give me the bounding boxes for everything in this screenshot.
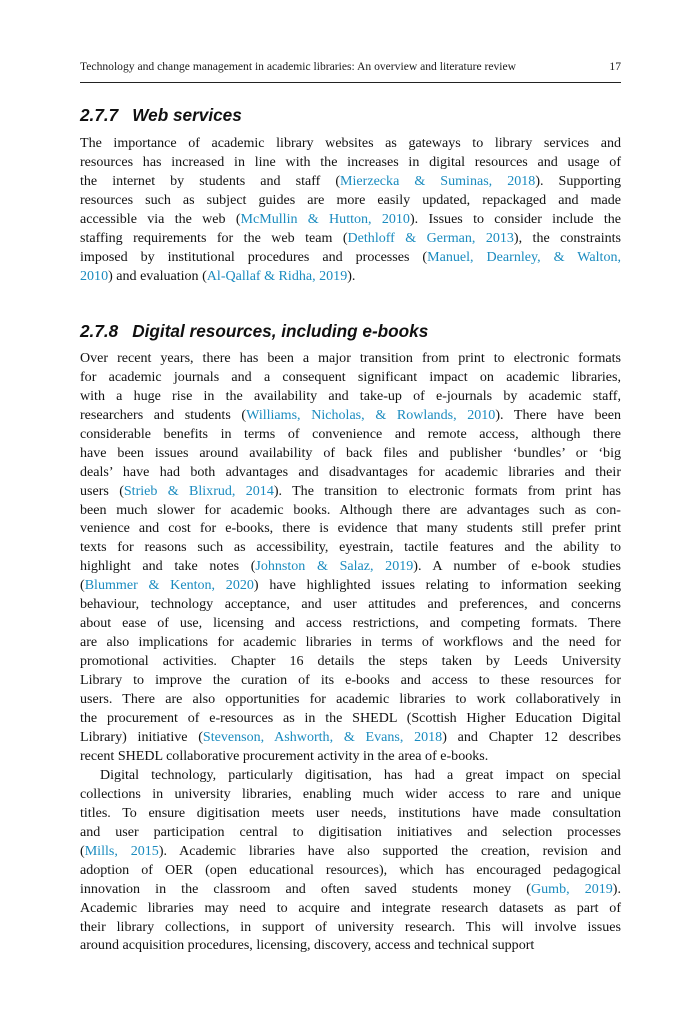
text-line	[80, 191, 621, 210]
text-line	[80, 936, 621, 955]
text-line	[80, 425, 621, 444]
text-line	[80, 899, 621, 918]
text-run: deals’ have had both advantages and disadvantages for academic libraries and their	[80, 463, 621, 480]
text-run: (	[80, 577, 85, 594]
text-run: resources has increased in line with the increases in digital resources and usage of	[80, 153, 621, 170]
section-title: Web services	[132, 105, 242, 125]
citation-link[interactable]: McMullin & Hutton, 2010	[240, 210, 410, 227]
section-number: 2.7.8	[80, 321, 119, 341]
text-run: Over recent years, there has been a major transition from print to electronic formats	[80, 350, 621, 366]
text-line	[80, 519, 621, 538]
text-run: have been issues around availability of back files and publisher ‘bundles’ or ‘big	[80, 444, 621, 461]
text-line	[80, 823, 621, 842]
text-line	[80, 349, 621, 368]
text-run: ). The transition to electronic formats from print has	[273, 482, 621, 499]
text-line	[80, 153, 621, 172]
text-run: adoption of OER (open educational resources), which has encouraged pedagogical	[80, 861, 621, 878]
text-line	[80, 134, 621, 153]
text-run: ) have highlighted issues relating to information seeking	[253, 577, 621, 594]
text-run: imposed by institutional procedures and processes (	[80, 248, 428, 265]
text-line	[80, 538, 621, 557]
citation-link[interactable]: Williams, Nicholas, & Rowlands, 2010	[246, 406, 496, 423]
text-run: for academic journals and a consequent significant impact on academic libraries,	[80, 368, 621, 385]
text-run: highlight and take notes (	[80, 558, 256, 575]
citation-link[interactable]: 2010	[80, 267, 109, 284]
text-run: the procurement of e-resources as in the SHEDL (Scottish Higher Education Digital	[80, 709, 621, 726]
text-line	[80, 248, 621, 267]
text-line	[80, 709, 621, 728]
header-rule	[80, 82, 621, 83]
text-line	[80, 557, 621, 576]
text-run: the internet by students and staff (	[80, 172, 341, 189]
text-line	[80, 387, 621, 406]
text-line	[80, 671, 621, 690]
text-line	[80, 229, 621, 248]
text-run: around acquisition procedures, licensing, discovery, access and technical support	[80, 937, 535, 954]
text-run: ).	[612, 880, 621, 897]
text-run: texts for reasons such as accessibility, eyestrain, tactile features and the ability to	[80, 539, 621, 556]
running-title: Technology and change management in academic libraries: An overview and literature review	[80, 60, 517, 73]
text-run: Library to improve the curation of its e-books and access to these resources for	[80, 671, 621, 688]
paragraph-digital-resources-1	[80, 349, 621, 766]
text-line	[80, 747, 621, 766]
section-title: Digital resources, including e-books	[132, 321, 429, 341]
text-line	[80, 368, 621, 387]
text-run: ). There have been	[495, 406, 622, 423]
text-run: Academic libraries may need to acquire and integrate research datasets as part of	[80, 899, 621, 916]
text-line	[80, 633, 621, 652]
text-line	[80, 614, 621, 633]
text-line	[80, 172, 621, 191]
text-line	[80, 652, 621, 671]
text-line	[80, 210, 621, 229]
text-line	[80, 406, 621, 425]
citation-link[interactable]: Manuel, Dearnley, & Walton,	[427, 248, 621, 265]
text-line	[80, 880, 621, 899]
text-run: ). A number of e-book studies	[413, 558, 621, 575]
text-run: ) and evaluation (	[108, 267, 207, 284]
running-header	[80, 60, 621, 73]
citation-link[interactable]: Gumb, 2019	[530, 880, 613, 897]
citation-link[interactable]: Mills, 2015	[84, 842, 159, 859]
citation-link[interactable]: Strieb & Blixrud, 2014	[123, 482, 274, 499]
text-line	[80, 918, 621, 937]
text-run: researchers and students (	[80, 406, 247, 423]
text-line	[80, 861, 621, 880]
text-line	[80, 595, 621, 614]
text-run: recent SHEDL collaborative procurement activity in the area of e-books.	[80, 747, 489, 764]
text-line	[80, 444, 621, 463]
text-line	[80, 842, 621, 861]
text-run: users (	[80, 482, 124, 499]
text-run: venience and cost for e-books, there is evidence that many students still prefer print	[80, 520, 621, 537]
citation-link[interactable]: Johnston & Salaz, 2019	[255, 558, 414, 575]
text-line	[80, 267, 621, 286]
citation-link[interactable]: Al-Qallaf & Ridha, 2019	[206, 267, 348, 284]
text-run: ) and Chapter 12 describes	[442, 728, 621, 745]
paragraph-web-services	[80, 134, 621, 286]
text-line	[80, 766, 621, 785]
text-run: ).	[347, 267, 356, 284]
section-heading-web-services	[80, 105, 242, 126]
text-run: promotional activities. Chapter 16 details the steps taken by Leeds University	[80, 653, 621, 669]
text-run: Digital technology, particularly digitisation, has had a great impact on special	[100, 767, 621, 783]
text-run: accessible via the web (	[80, 210, 241, 227]
paragraph-digital-resources-2	[80, 766, 621, 955]
text-run: with a huge rise in the availability and take-up of e-journals by academic staff,	[80, 387, 621, 404]
text-run: (	[80, 842, 85, 859]
text-run: ), the constraints	[513, 229, 621, 246]
text-run: resources such as subject guides are more easily updated, repackaged and made	[80, 191, 621, 208]
text-run: ). Issues to consider include the	[409, 210, 621, 227]
text-run: The importance of academic library websites as gateways to library services and	[80, 135, 621, 151]
text-line	[80, 463, 621, 482]
section-number: 2.7.7	[80, 105, 119, 125]
text-line	[80, 690, 621, 709]
text-run: Library) initiative (	[80, 728, 203, 745]
text-run: and user participation central to digitisation initiatives and selection processes	[80, 823, 621, 840]
text-run: innovation in the classroom and often saved students money (	[80, 880, 531, 897]
section-heading-digital-resources	[80, 321, 428, 342]
text-line	[80, 482, 621, 501]
page-number: 17	[609, 60, 621, 73]
citation-link[interactable]: Dethloff & German, 2013	[347, 229, 514, 246]
text-run: staffing requirements for the web team (	[80, 229, 348, 246]
text-run: collections in university libraries, enabling much wider access to rare and unique	[80, 785, 621, 802]
citation-link[interactable]: Stevenson, Ashworth, & Evans, 2018	[202, 728, 443, 745]
text-run: titles. To ensure digitisation meets user needs, institutions have made consultation	[80, 804, 621, 821]
text-run: their library collections, in support of university research. This will involve issues	[80, 918, 621, 935]
text-run: are also implications for academic libraries in terms of workflows and the need for	[80, 634, 621, 651]
text-run: ). Academic libraries have also supported the creation, revision and	[158, 842, 621, 859]
text-run: ). Supporting	[535, 172, 621, 189]
citation-link[interactable]: Mierzecka & Suminas, 2018	[340, 172, 536, 189]
text-line	[80, 728, 621, 747]
text-line	[80, 785, 621, 804]
text-line	[80, 804, 621, 823]
text-run: about ease of use, licensing and access restrictions, and competing formats. There	[80, 615, 621, 632]
text-line	[80, 501, 621, 520]
text-run: users. There are also opportunities for academic libraries to work collaboratively in	[80, 690, 621, 707]
text-run: been much slower for academic books. Although there are advantages such as con-	[80, 501, 621, 518]
text-run: behaviour, technology acceptance, and user attitudes and preferences, and concerns	[80, 596, 621, 613]
citation-link[interactable]: Blummer & Kenton, 2020	[84, 577, 254, 594]
text-run: considerable benefits in terms of convenience and remote access, although there	[80, 425, 621, 442]
text-line	[80, 576, 621, 595]
